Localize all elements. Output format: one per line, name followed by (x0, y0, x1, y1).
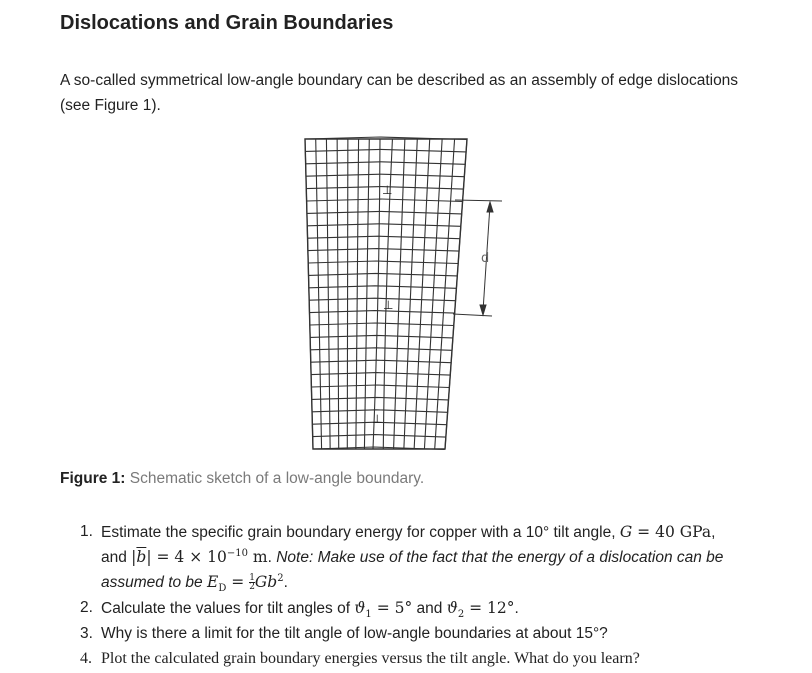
math-Gb: Gb (254, 573, 278, 591)
task-list (60, 520, 780, 672)
task-item-4 (60, 647, 780, 671)
arrow-head-bottom (480, 305, 486, 315)
dimension-line-bottom (453, 314, 492, 316)
math-eq: = (632, 523, 656, 541)
math-b-value: 4 × 10 (174, 548, 227, 566)
task-2-text: Calculate the values for tilt angles of (101, 600, 355, 617)
lattice-column-right (435, 139, 455, 449)
math-b-exponent: −10 (226, 547, 248, 559)
task-2-and: and (412, 600, 447, 617)
caption-label: Figure 1: (60, 470, 126, 487)
task-number: 1. (80, 523, 93, 540)
math-eq-3: = (226, 573, 250, 591)
task-item-1 (60, 520, 780, 595)
dislocation-symbol-2: ⊥ (383, 298, 394, 312)
lattice-column-left (316, 139, 322, 449)
math-theta-2: ϑ (446, 599, 458, 617)
dislocation-symbol-1: ⊥ (382, 183, 393, 197)
math-b: $\overline{b}$ (136, 548, 147, 566)
spacing-dimension (453, 200, 502, 316)
fraction-denominator: 2 (249, 582, 255, 593)
task-number: 4. (80, 650, 92, 667)
lattice-column-left (347, 139, 348, 449)
math-eq-2: = (151, 548, 175, 566)
lattice-column-left (356, 139, 359, 449)
lattice-column-left (364, 139, 369, 449)
dislocation-symbol-3: ⊥ (372, 412, 383, 426)
math-E-subscript: D (218, 583, 227, 595)
task-2-end: . (514, 600, 519, 617)
math-theta-1: ϑ (354, 599, 366, 617)
low-angle-boundary-sketch (295, 133, 510, 453)
math-G-value: 40 GPa (655, 523, 712, 541)
intro-paragraph: A so-called symmetrical low-angle boundary can be described as an assembly of edge dislocations (see Figure 1). (60, 72, 739, 114)
math-theta-1-value: = 5° (371, 599, 413, 617)
task-item-3 (60, 622, 780, 646)
figure-caption (60, 470, 424, 488)
task-1-comma: , (711, 524, 716, 541)
caption-text: Schematic sketch of a low-angle boundary. (129, 470, 425, 487)
task-3-text: Why is there a limit for the tilt angle of low-angle boundaries at about 15°? (101, 625, 608, 642)
lattice-column-right (404, 139, 417, 449)
task-1-period: . (267, 549, 277, 566)
math-G: G (619, 523, 633, 541)
fraction-numerator: 1 (249, 573, 255, 584)
page-title: Dislocations and Grain Boundaries (60, 12, 394, 34)
lattice-column-left (337, 139, 339, 449)
task-number: 2. (80, 599, 93, 616)
math-theta-1-sub: 1 (365, 609, 372, 621)
task-item-2 (60, 596, 780, 621)
math-b-unit: m (247, 548, 268, 566)
math-E: E (206, 573, 219, 591)
math-theta-2-value: = 12° (464, 599, 515, 617)
math-b-abs: $|\overline{b}|$ (131, 548, 152, 566)
task-1-note: Note: Make use of the fact that the energy of a dislocation can be assumed to be (101, 549, 724, 591)
task-1-text: Estimate the specific grain boundary energy for copper with a 10° tilt angle, (101, 524, 620, 541)
task-1-end: . (283, 574, 288, 591)
math-Gb-exponent: 2 (277, 572, 284, 584)
task-4-text: Plot the calculated grain boundary energies versus the tilt angle. What do you learn? (101, 650, 640, 667)
lattice-column-left (326, 139, 330, 449)
spacing-label-d: d (481, 251, 490, 266)
arrow-head-top (487, 202, 493, 212)
task-number: 3. (80, 625, 93, 642)
math-theta-2-sub: 2 (457, 609, 465, 621)
lattice-column-right (394, 139, 405, 449)
lattice-column-left (372, 139, 383, 449)
figure-low-angle-boundary (295, 133, 510, 453)
task-1-and: and (101, 549, 132, 566)
